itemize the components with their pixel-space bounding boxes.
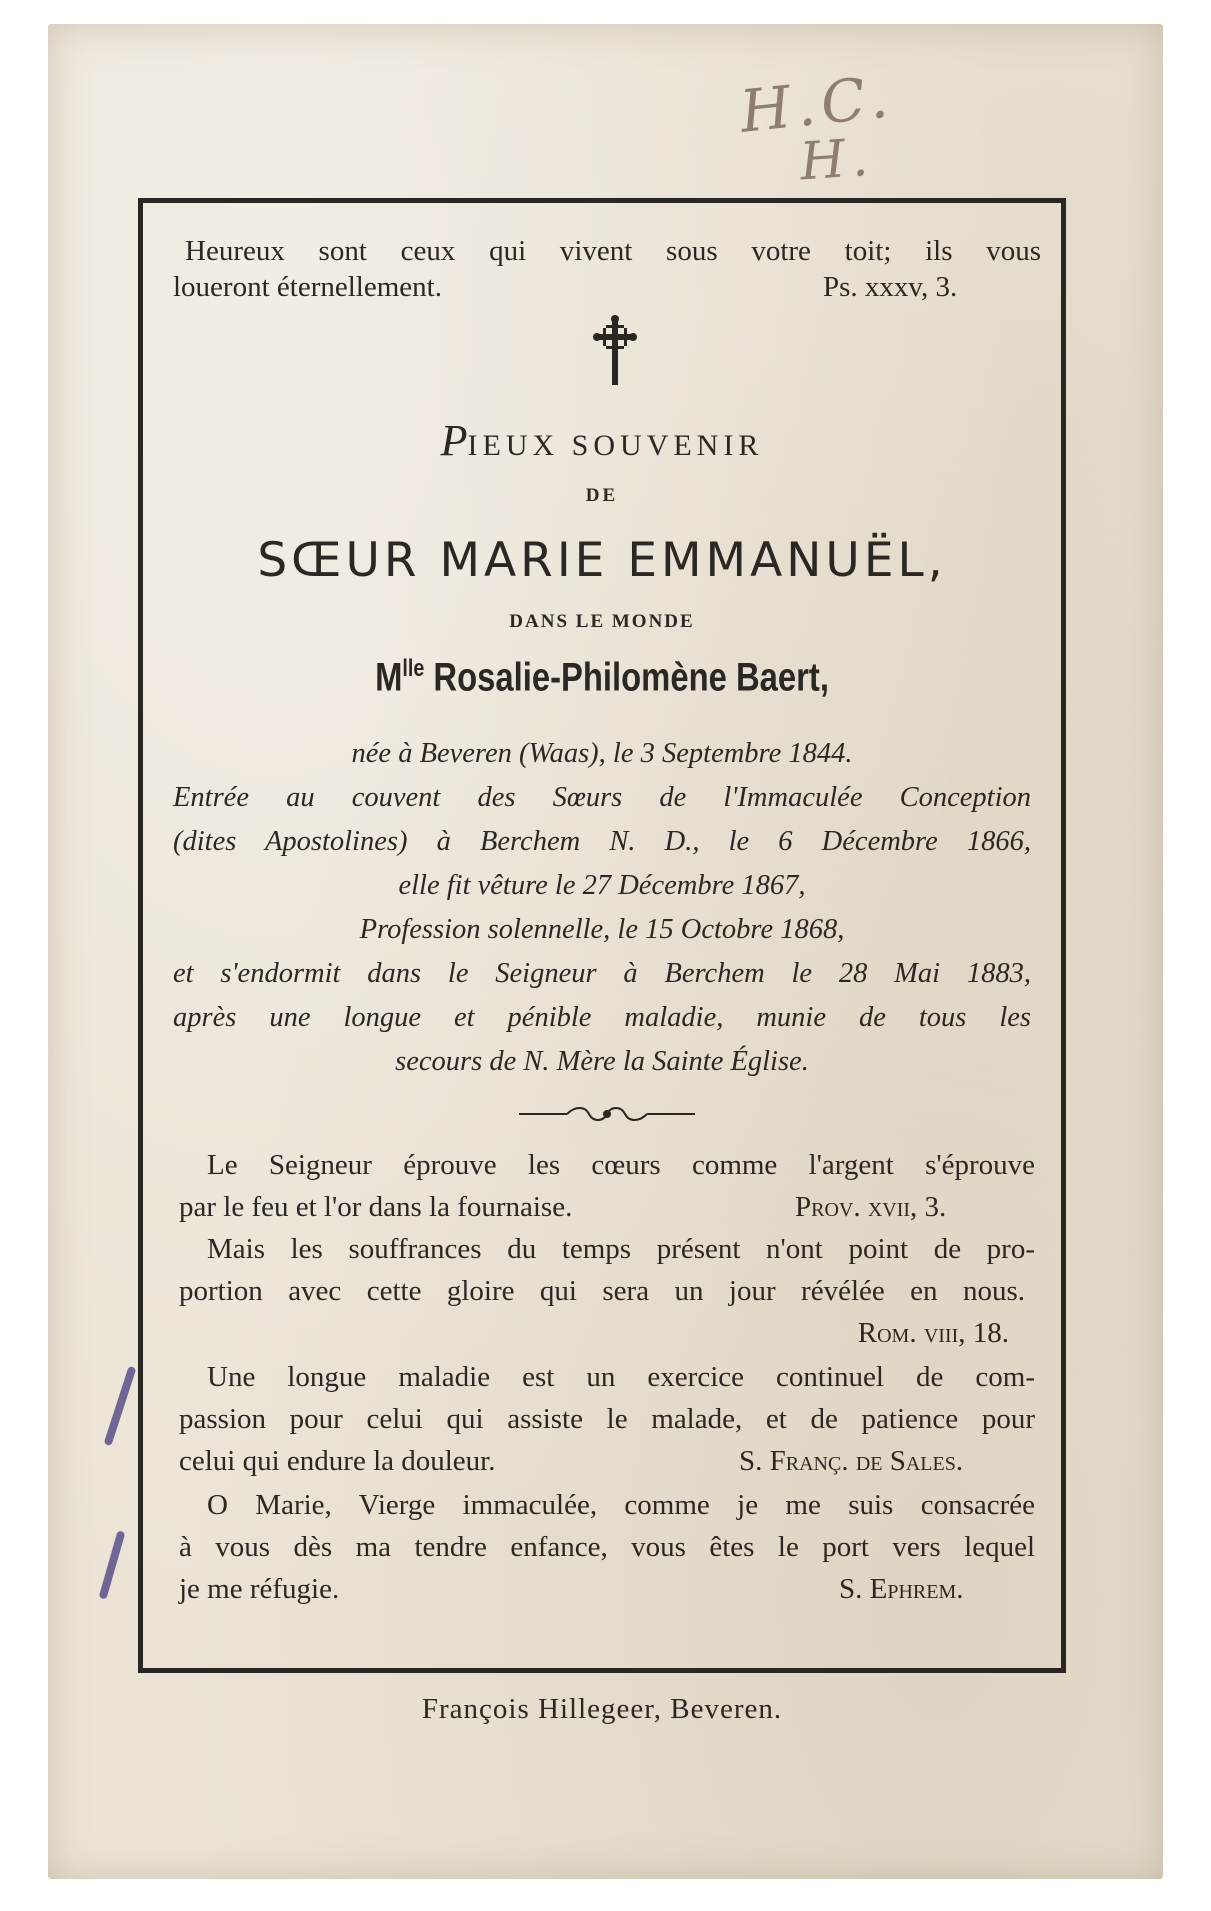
lay-name-text: Rosalie-Philomène Baert, <box>424 655 829 700</box>
printer-imprint: François Hillegeer, Beveren. <box>421 1693 783 1725</box>
handwritten-note-line2: H. <box>797 127 876 193</box>
card-title-initial: P <box>440 416 468 465</box>
religious-name: SŒUR MARIE EMMANUËL, <box>257 533 947 588</box>
quote-line: portion avec cette gloire qui sera un jour révélée en nous. <box>179 1275 1025 1307</box>
quote-line <box>179 1571 1049 1607</box>
quote-line: Une longue maladie est un exercice continuel de com- <box>207 1361 1035 1393</box>
lay-name-prefix-sup: lle <box>402 655 425 682</box>
quote-reference: Prov. xvii, 3. <box>795 1191 947 1223</box>
quote-reference: Rom. viii, 18. <box>857 1317 1009 1349</box>
quote-line: Le Seigneur éprouve les cœurs comme l'argent s'éprouve <box>207 1149 1035 1181</box>
biography-line: et s'endormit dans le Seigneur à Berchem le 28 Mai 1883, <box>173 958 1031 989</box>
dans-le-monde-label: DANS LE MONDE <box>509 611 695 632</box>
quote-reference: S. Franç. de Sales. <box>739 1445 964 1477</box>
epigraph-line2 <box>173 269 1049 305</box>
biography-line: secours de N. Mère la Sainte Église. <box>395 1046 809 1077</box>
biography-line: née à Beveren (Waas), le 3 Septembre 1844. <box>351 738 853 769</box>
quote-line: Mais les souffrances du temps présent n'ont point de pro- <box>207 1233 1035 1265</box>
quote-reference: S. Ephrem. <box>839 1573 964 1605</box>
ornament-divider-icon <box>517 1105 697 1123</box>
lay-name-prefix: M <box>375 655 403 700</box>
epigraph-line2-text: loueront éternellement. <box>173 271 442 303</box>
quote-line-text: je me réfugie. <box>179 1573 340 1605</box>
biography-line: Entrée au couvent des Sœurs de l'Immaculée Conception <box>173 782 1031 813</box>
quote-line <box>179 1189 1049 1225</box>
quote-line: O Marie, Vierge immaculée, comme je me suis consacrée <box>207 1489 1035 1521</box>
card-title <box>155 415 1049 466</box>
card-content <box>155 203 1049 1668</box>
biography-line: Profession solennelle, le 15 Octobre 1868, <box>359 914 845 945</box>
cross-icon <box>593 315 637 387</box>
epigraph-reference: Ps. xxxv, 3. <box>823 271 958 303</box>
quote-line-text: par le feu et l'or dans la fournaise. <box>179 1191 573 1223</box>
quote-line <box>179 1443 1049 1479</box>
quote-line: à vous dès ma tendre enfance, vous êtes le port vers lequel <box>179 1531 1035 1563</box>
biography-line: elle fit vêture le 27 Décembre 1867, <box>398 870 806 901</box>
quote-line-text: celui qui endure la douleur. <box>179 1445 496 1477</box>
quote-line: passion pour celui qui assiste le malade, et de patience pour <box>179 1403 1035 1435</box>
mourning-border-frame <box>138 198 1066 1673</box>
biography-line: après une longue et pénible maladie, munie de tous les <box>173 1002 1031 1033</box>
epigraph-line1: Heureux sont ceux qui vivent sous votre toit; ils vous <box>185 235 1041 267</box>
handwritten-note-line1: H.C. <box>736 62 897 146</box>
card-title-rest: IEUX SOUVENIR <box>467 429 764 462</box>
title-connector: DE <box>585 485 619 506</box>
lay-name <box>235 655 968 700</box>
biography-line: (dites Apostolines) à Berchem N. D., le 6 Décembre 1866, <box>173 826 1031 857</box>
